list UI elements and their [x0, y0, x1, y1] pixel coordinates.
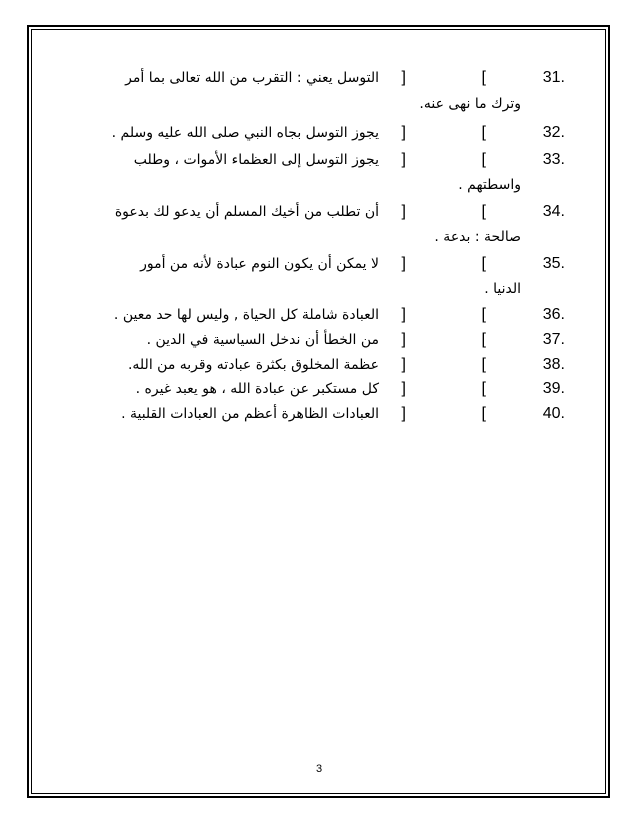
answer-bracket-open: [: [481, 356, 486, 373]
question-text: التوسل يعني : التقرب من الله تعالى بما أمر: [125, 70, 379, 86]
question-text: العبادة شاملة كل الحياة , وليس لها حد معين .: [113, 307, 379, 323]
question-item-36: [0, 305, 638, 325]
question-number: 33.: [542, 151, 565, 168]
question-item-35: [0, 254, 638, 274]
question-item-32: [0, 123, 638, 143]
answer-bracket-open: [: [481, 380, 486, 397]
question-text: عظمة المخلوق بكثرة عبادته وقربه من الله.: [127, 357, 379, 373]
answer-bracket-close: ]: [401, 255, 406, 272]
answer-bracket-close: ]: [401, 306, 406, 323]
question-text: لا يمكن أن يكون النوم عبادة لأنه من أمور: [140, 256, 379, 272]
answer-bracket-open: [: [481, 306, 486, 323]
page-number: 3: [315, 763, 323, 775]
question-number: 37.: [542, 331, 565, 348]
question-text: كل مستكبر عن عبادة الله ، هو يعبد غيره .: [135, 381, 379, 397]
question-item-34: [0, 202, 638, 222]
question-continuation-35: [0, 279, 638, 299]
answer-bracket-close: ]: [401, 380, 406, 397]
answer-bracket-open: [: [481, 331, 486, 348]
question-number: 34.: [542, 203, 565, 220]
answer-bracket-open: [: [481, 255, 486, 272]
question-number: 31.: [542, 69, 565, 86]
question-number: 39.: [542, 380, 565, 397]
question-text-continued: الدنيا .: [484, 281, 521, 297]
answer-bracket-close: ]: [401, 203, 406, 220]
question-text-continued: وترك ما نهى عنه.: [419, 96, 521, 112]
question-text: يجوز التوسل إلى العظماء الأموات ، وطلب: [133, 152, 379, 168]
question-continuation-31: [0, 94, 638, 114]
question-text-continued: واسطتهم .: [458, 177, 521, 193]
question-continuation-34: [0, 227, 638, 247]
answer-bracket-close: ]: [401, 124, 406, 141]
question-item-31: [0, 68, 638, 88]
question-number: 40.: [542, 405, 565, 422]
question-item-39: [0, 379, 638, 399]
answer-bracket-open: [: [481, 405, 486, 422]
answer-bracket-close: ]: [401, 356, 406, 373]
answer-bracket-open: [: [481, 124, 486, 141]
question-item-33: [0, 150, 638, 170]
answer-bracket-open: [: [481, 69, 486, 86]
question-number: 32.: [542, 124, 565, 141]
answer-bracket-close: ]: [401, 69, 406, 86]
question-item-40: [0, 404, 638, 424]
question-text: أن تطلب من أخيك المسلم أن يدعو لك بدعوة: [114, 204, 379, 220]
question-text-continued: صالحة : بدعة .: [434, 229, 521, 245]
question-continuation-33: [0, 175, 638, 195]
answer-bracket-close: ]: [401, 151, 406, 168]
answer-bracket-close: ]: [401, 331, 406, 348]
question-number: 35.: [542, 255, 565, 272]
question-number: 38.: [542, 356, 565, 373]
answer-bracket-close: ]: [401, 405, 406, 422]
question-text: من الخطأ أن ندخل السياسية في الدين .: [146, 332, 379, 348]
question-text: يجوز التوسل بجاه النبي صلى الله عليه وسلم .: [111, 125, 379, 141]
answer-bracket-open: [: [481, 203, 486, 220]
question-item-37: [0, 330, 638, 350]
question-item-38: [0, 355, 638, 375]
question-text: العبادات الظاهرة أعظم من العبادات القلبية .: [121, 406, 379, 422]
question-number: 36.: [542, 306, 565, 323]
answer-bracket-open: [: [481, 151, 486, 168]
